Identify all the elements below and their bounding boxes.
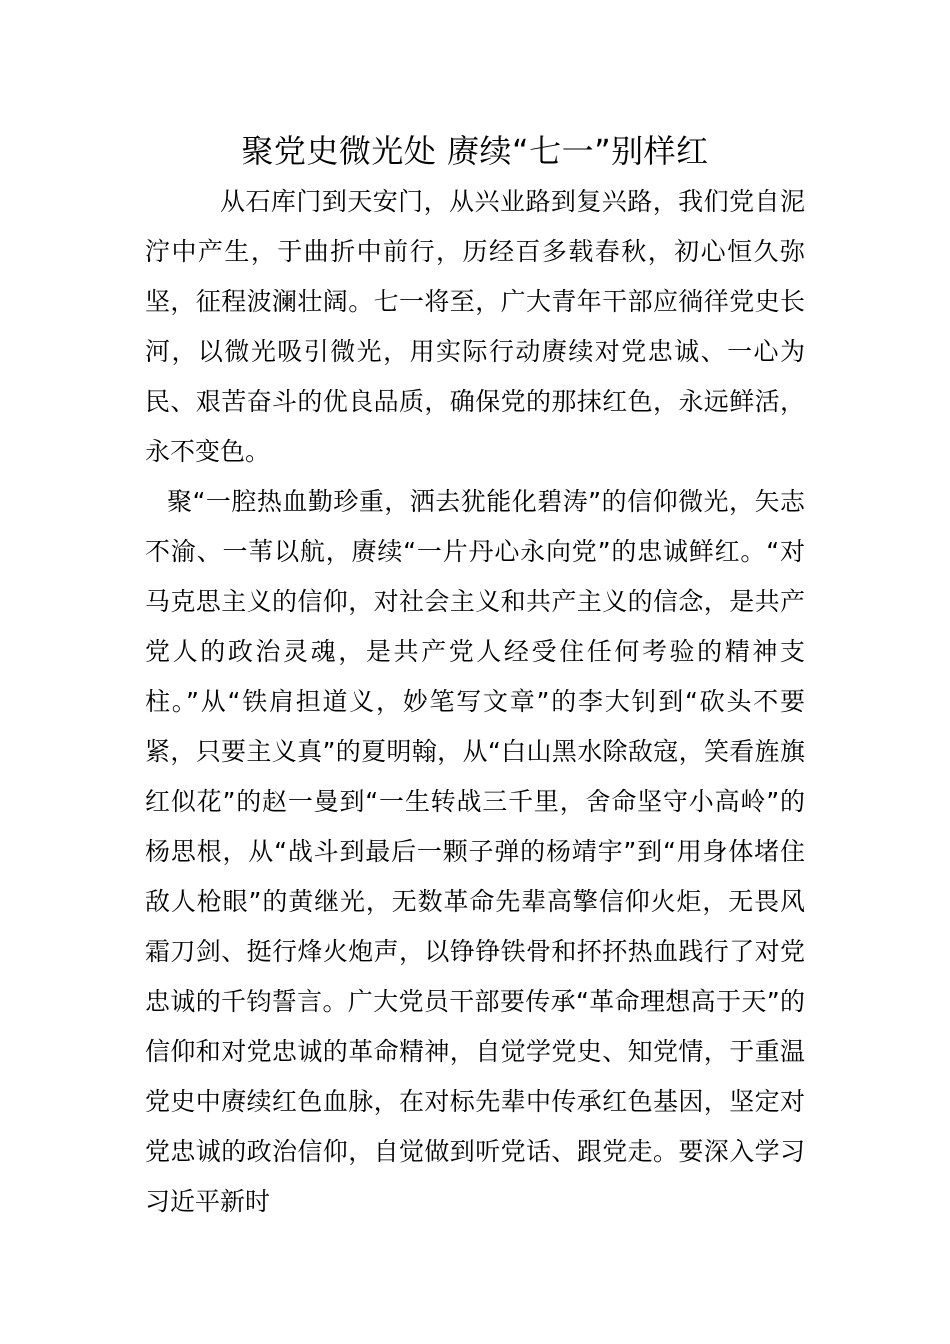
document-title: 聚党史微光处 赓续“七一”别样红 (241, 132, 709, 170)
document-body (145, 177, 805, 1227)
paragraph-faith: 聚“一腔热血勤珍重，洒去犹能化碧涛”的信仰微光，矢志不渝、一苇以航，赓续“一片丹心永向党”的忠诚鲜红。“对马克思主义的信仰，对社会主义和共产主义的信念，是共产党人的政治灵魂，是共产党人经受住任何考验的精神支柱。”从“铁肩担道义，妙笔写文章”的李大钊到“砍头不要紧，只要主义真”的夏明翰，从“白山黑水除敌寇，笑看旌旗红似花”的赵一曼到“一生转战三千里，舍命坚守小高岭”的杨思根，从“战斗到最后一颗子弹的杨靖宇”到“用身体堵住敌人枪眼”的黄继光，无数革命先辈高擎信仰火炬，无畏风霜刀剑、挺行烽火炮声，以铮铮铁骨和抔抔热血践行了对党忠诚的千钧誓言。广大党员干部要传承“革命理想高于天”的信仰和对党忠诚的革命精神，自觉学党史、知党情，于重温党史中赓续红色血脉，在对标先辈中传承红色基因，坚定对党忠诚的政治信仰，自觉做到听党话、跟党走。要深入学习习近平新时 (145, 487, 805, 1216)
paragraph-intro: 从石库门到天安门，从兴业路到复兴路，我们党自泥泞中产生，于曲折中前行，历经百多载春秋，初心恒久弥坚，征程波澜壮阔。七一将至，广大青年干部应徜徉党史长河，以微光吸引微光，用实际行动赓续对党忠诚、一心为民、艰苦奋斗的优良品质，确保党的那抹红色，永远鲜活，永不变色。 (145, 187, 805, 466)
